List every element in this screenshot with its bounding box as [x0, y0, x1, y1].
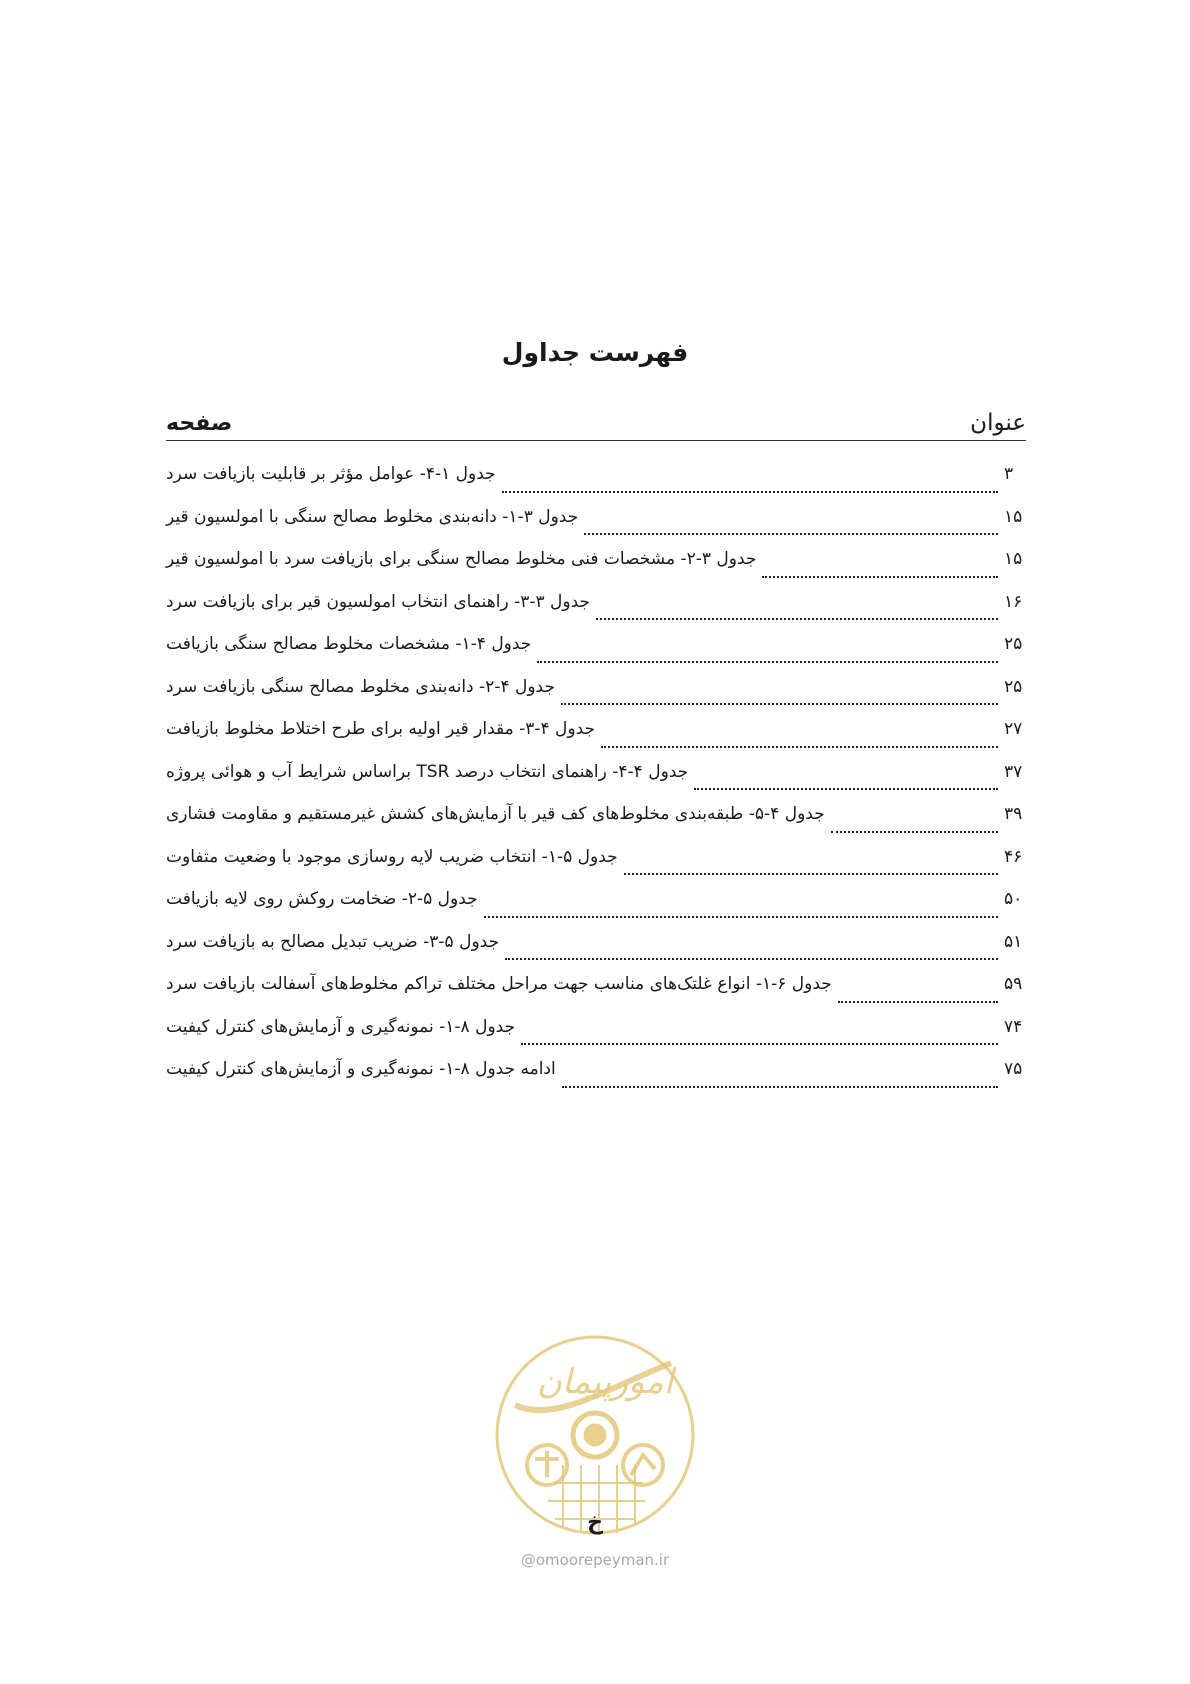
- dot-leader: [537, 660, 998, 663]
- toc-entry[interactable]: [166, 1059, 1026, 1102]
- toc-entry-page: ۵۹: [1004, 974, 1023, 994]
- toc-entry-page: ۳۷: [1004, 761, 1023, 782]
- toc-entry-title: ادامه جدول ۸-۱- نمونه‌گیری و آزمایش‌های کنترل کیفیت: [166, 1059, 556, 1079]
- toc-entry[interactable]: [166, 464, 1026, 507]
- toc-entry[interactable]: [166, 804, 1026, 847]
- page-title: فهرست جداول: [501, 338, 689, 367]
- toc-entry-title: جدول ۵-۱- انتخاب ضریب لایه روسازی موجود با وضعیت متفاوت: [166, 846, 618, 867]
- toc-entry[interactable]: [166, 889, 1026, 932]
- toc-entry[interactable]: [166, 634, 1026, 677]
- column-page-label: صفحه: [166, 411, 233, 436]
- logo-text: امورپیمان: [536, 1362, 674, 1402]
- toc-entry-title: جدول ۱-۴- عوامل مؤثر بر قابلیت بازیافت سرد: [166, 464, 496, 484]
- dot-leader: [624, 872, 998, 875]
- toc-entry-page: ۳: [1004, 464, 1014, 484]
- toc-entry-page: ۲۵: [1004, 634, 1023, 654]
- toc-entry[interactable]: [166, 1017, 1026, 1060]
- dot-leader: [521, 1042, 998, 1045]
- dot-leader: [601, 745, 998, 748]
- dot-leader: [838, 1000, 998, 1003]
- toc-entry-title: جدول ۵-۳- ضریب تبدیل مصالح به بازیافت سرد: [166, 931, 500, 952]
- toc-entry-title: جدول ۴-۲- دانه‌بندی مخلوط مصالح سنگی بازیافت سرد: [166, 676, 555, 697]
- toc-entry[interactable]: [166, 762, 1026, 805]
- dot-leader: [562, 1085, 998, 1088]
- toc-entry-page: ۲۷: [1004, 719, 1023, 739]
- dot-leader: [694, 787, 998, 790]
- toc-entry[interactable]: [166, 677, 1026, 720]
- toc-entry-page: ۱۵: [1004, 549, 1023, 569]
- page-number: خ: [587, 1510, 603, 1535]
- toc-entry[interactable]: [166, 847, 1026, 890]
- toc-entry-title: جدول ۴-۵- طبقه‌بندی مخلوط‌های کف قیر با آزمایش‌های کشش غیرمستقیم و مقاومت فشاری: [166, 804, 825, 824]
- dot-leader: [596, 617, 998, 620]
- omoorepeyman-logo: [493, 1333, 697, 1537]
- dot-leader: [505, 957, 998, 960]
- toc-entry-page: ۱۶: [1004, 591, 1023, 612]
- toc-entry-page: ۵۱: [1004, 931, 1023, 952]
- excavator-icon: [623, 1445, 663, 1485]
- toc-entry-page: ۳۹: [1004, 804, 1023, 824]
- table-of-tables: [166, 464, 1026, 1102]
- dot-leader: [584, 532, 998, 535]
- toc-entry-title: جدول ۳-۱- دانه‌بندی مخلوط مصالح سنگی با امولسیون قیر: [166, 506, 579, 527]
- toc-entry-page: ۱۵: [1004, 506, 1023, 527]
- toc-entry[interactable]: [166, 592, 1026, 635]
- scale-icon: [527, 1445, 567, 1485]
- toc-entry[interactable]: [166, 549, 1026, 592]
- toc-entry[interactable]: [166, 507, 1026, 550]
- toc-entry-title: جدول ۳-۲- مشخصات فنی مخلوط مصالح سنگی برای بازیافت سرد با امولسیون قیر: [166, 549, 757, 569]
- toc-entry-title: جدول ۸-۱- نمونه‌گیری و آزمایش‌های کنترل کیفیت: [166, 1016, 516, 1037]
- toc-entry-page: ۴۶: [1004, 846, 1023, 867]
- toc-entry[interactable]: [166, 974, 1026, 1017]
- dot-leader: [484, 915, 998, 918]
- dot-leader: [831, 830, 998, 833]
- toc-entry[interactable]: [166, 932, 1026, 975]
- toc-entry-title: جدول ۵-۲- ضخامت روکش روی لایه بازیافت: [166, 889, 478, 909]
- toc-header: [166, 402, 1026, 441]
- toc-entry-page: ۲۵: [1004, 676, 1023, 697]
- toc-entry-title: جدول ۴-۳- مقدار قیر اولیه برای طرح اختلاط مخلوط بازیافت: [166, 719, 596, 739]
- column-title-label: عنوان: [970, 410, 1026, 436]
- toc-entry-title: جدول ۴-۴- راهنمای انتخاب درصد TSR براساس شرایط آب و هوائی پروژه: [166, 761, 689, 782]
- dot-leader: [502, 490, 998, 493]
- gear-icon: [573, 1413, 617, 1457]
- dot-leader: [561, 702, 998, 705]
- watermark-text: @omoorepeyman.ir: [520, 1551, 670, 1569]
- toc-entry-title: جدول ۶-۱- انواع غلتک‌های مناسب جهت مراحل مختلف تراکم مخلوط‌های آسفالت بازیافت سرد: [166, 974, 832, 994]
- toc-entry-title: جدول ۳-۳- راهنمای انتخاب امولسیون قیر برای بازیافت سرد: [166, 591, 591, 612]
- dot-leader: [762, 575, 998, 578]
- toc-entry[interactable]: [166, 719, 1026, 762]
- toc-entry-title: جدول ۴-۱- مشخصات مخلوط مصالح سنگی بازیافت: [166, 634, 532, 654]
- toc-entry-page: ۷۵: [1004, 1059, 1023, 1079]
- toc-entry-page: ۵۰: [1004, 889, 1023, 909]
- toc-entry-page: ۷۴: [1004, 1016, 1023, 1037]
